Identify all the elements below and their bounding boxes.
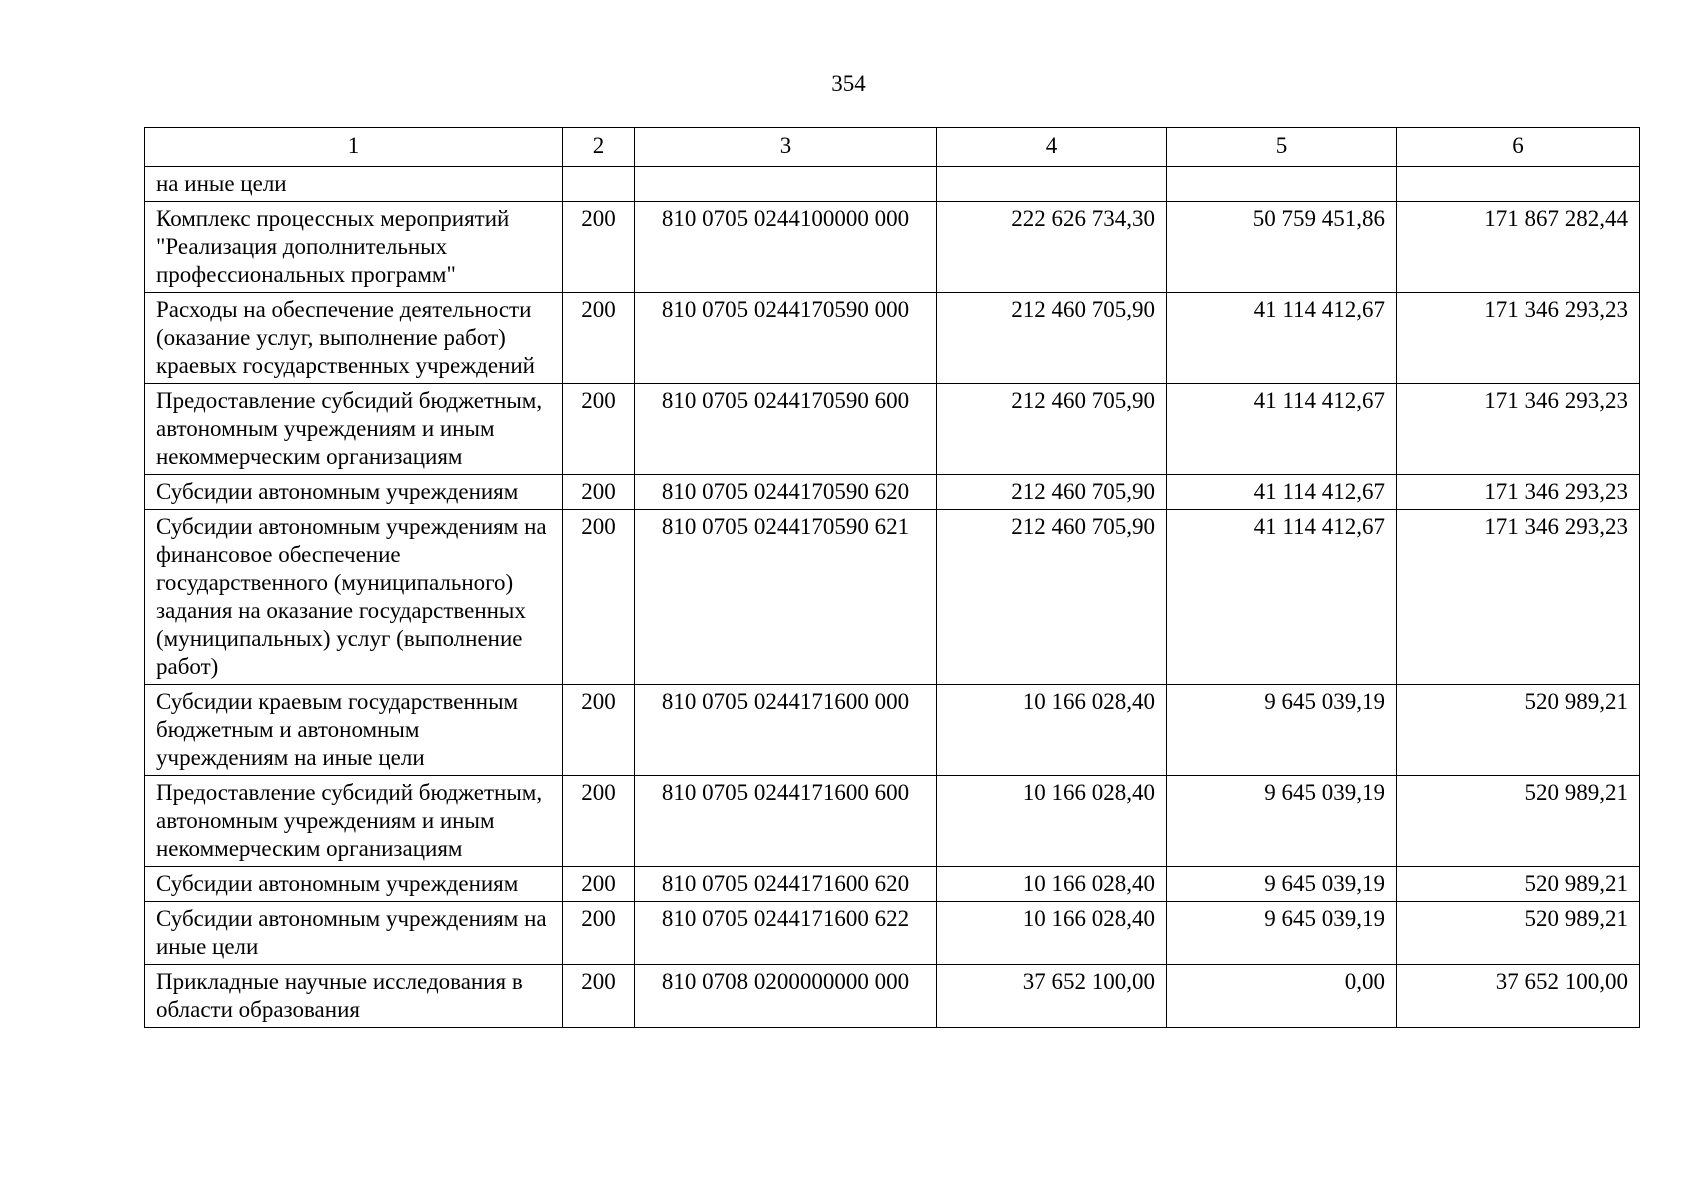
row-value-col4 [937,167,1167,202]
row-name-cell: Прикладные научные исследования в области образования [145,965,563,1028]
table-header [145,128,1640,167]
row-code-cell: 810 0705 0244171600 600 [635,776,937,867]
row-value-col6: 171 346 293,23 [1397,475,1640,510]
row-value-col4: 10 166 028,40 [937,776,1167,867]
row-name-cell: Предоставление субсидий бюджетным, автономным учреждениям и иным некоммерческим организациям [145,384,563,475]
row-gr-cell: 200 [563,510,635,685]
column-header: 3 [635,128,937,167]
row-name-cell: Субсидии автономным учреждениям на иные цели [145,902,563,965]
column-header: 1 [145,128,563,167]
row-value-col5: 9 645 039,19 [1167,685,1397,776]
row-code-cell [635,167,937,202]
row-value-col6 [1397,167,1640,202]
row-value-col6: 520 989,21 [1397,867,1640,902]
row-value-col4: 212 460 705,90 [937,293,1167,384]
row-gr-cell: 200 [563,475,635,510]
table-row [145,475,1640,510]
row-value-col4: 212 460 705,90 [937,510,1167,685]
row-value-col5: 9 645 039,19 [1167,776,1397,867]
table-row [145,293,1640,384]
row-value-col4: 10 166 028,40 [937,685,1167,776]
row-value-col6: 37 652 100,00 [1397,965,1640,1028]
row-value-col5 [1167,167,1397,202]
row-value-col5: 41 114 412,67 [1167,475,1397,510]
row-gr-cell: 200 [563,965,635,1028]
row-code-cell: 810 0705 0244170590 000 [635,293,937,384]
row-value-col5: 9 645 039,19 [1167,867,1397,902]
row-value-col6: 171 346 293,23 [1397,293,1640,384]
column-header: 5 [1167,128,1397,167]
row-value-col5: 0,00 [1167,965,1397,1028]
row-code-cell: 810 0708 0200000000 000 [635,965,937,1028]
table-row [145,867,1640,902]
row-value-col4: 222 626 734,30 [937,202,1167,293]
table-row [145,685,1640,776]
row-gr-cell: 200 [563,293,635,384]
row-name-cell: Субсидии автономным учреждениям [145,867,563,902]
row-value-col6: 171 867 282,44 [1397,202,1640,293]
row-value-col4: 212 460 705,90 [937,475,1167,510]
table-row [145,902,1640,965]
row-code-cell: 810 0705 0244171600 622 [635,902,937,965]
row-code-cell: 810 0705 0244100000 000 [635,202,937,293]
row-value-col5: 41 114 412,67 [1167,384,1397,475]
row-value-col6: 520 989,21 [1397,902,1640,965]
table-body [145,167,1640,1028]
row-name-cell: на иные цели [145,167,563,202]
row-value-col6: 171 346 293,23 [1397,384,1640,475]
row-gr-cell: 200 [563,685,635,776]
table-row [145,965,1640,1028]
row-gr-cell: 200 [563,776,635,867]
column-header: 4 [937,128,1167,167]
row-value-col4: 37 652 100,00 [937,965,1167,1028]
header-row [145,128,1640,167]
row-gr-cell: 200 [563,867,635,902]
row-value-col5: 50 759 451,86 [1167,202,1397,293]
row-value-col6: 520 989,21 [1397,776,1640,867]
row-code-cell: 810 0705 0244171600 620 [635,867,937,902]
table-row [145,202,1640,293]
row-code-cell: 810 0705 0244170590 620 [635,475,937,510]
row-gr-cell: 200 [563,202,635,293]
table-row [145,776,1640,867]
row-code-cell: 810 0705 0244171600 000 [635,685,937,776]
row-value-col6: 171 346 293,23 [1397,510,1640,685]
row-code-cell: 810 0705 0244170590 600 [635,384,937,475]
table-row [145,167,1640,202]
row-name-cell: Комплекс процессных мероприятий "Реализация дополнительных профессиональных программ" [145,202,563,293]
row-code-cell: 810 0705 0244170590 621 [635,510,937,685]
row-value-col4: 212 460 705,90 [937,384,1167,475]
row-name-cell: Предоставление субсидий бюджетным, автономным учреждениям и иным некоммерческим организациям [145,776,563,867]
row-name-cell: Субсидии автономным учреждениям [145,475,563,510]
row-name-cell: Расходы на обеспечение деятельности (оказание услуг, выполнение работ) краевых государственных учреждений [145,293,563,384]
table-row [145,510,1640,685]
row-gr-cell: 200 [563,384,635,475]
row-value-col5: 41 114 412,67 [1167,293,1397,384]
page-number: 354 [831,71,866,96]
row-name-cell: Субсидии краевым государственным бюджетным и автономным учреждениям на иные цели [145,685,563,776]
row-name-cell: Субсидии автономным учреждениям на финансовое обеспечение государственного (муниципального) задания на оказание государственных (муниципальных) услуг (выполнение работ) [145,510,563,685]
row-value-col4: 10 166 028,40 [937,902,1167,965]
row-value-col5: 9 645 039,19 [1167,902,1397,965]
row-value-col5: 41 114 412,67 [1167,510,1397,685]
column-header: 6 [1397,128,1640,167]
row-value-col4: 10 166 028,40 [937,867,1167,902]
row-gr-cell: 200 [563,902,635,965]
table-row [145,384,1640,475]
budget-table [144,127,1640,1028]
row-value-col6: 520 989,21 [1397,685,1640,776]
column-header: 2 [563,128,635,167]
row-gr-cell [563,167,635,202]
